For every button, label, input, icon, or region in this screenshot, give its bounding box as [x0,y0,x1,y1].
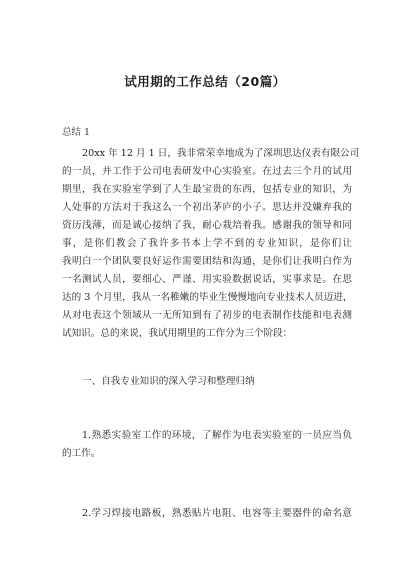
paragraph-line: 期里，我在实验室学到了人生最宝贵的东西，包括专业的知识，为 [62,184,352,195]
document-title: 试用期的工作总结（20篇） [124,74,286,89]
paragraph-line: 资历浅薄，而是诚心接纳了我，耐心栽培着我。感谢我的领导和同 [62,220,352,231]
list-item-line: 1.熟悉实验室工作的环境，了解作为电表实验室的一员应当负 [82,430,352,441]
paragraph-line: 达的 3 个月里，我从一名稚嫩的毕业生慢慢地向专业技术人员迈进， [62,292,353,303]
paragraph-line: 20xx 年 12 月 1 日，我非常荣幸地成为了深圳思达仪表有限公司 [82,148,360,159]
paragraph-line: 试知识。总的来说，我试用期里的工作分为三个阶段： [62,328,293,339]
list-item-line: 的工作。 [62,448,101,459]
paragraph-line: 的一员，并工作于公司电表研发中心实验室。在过去三个月的试用 [62,166,352,177]
list-item-line: 2.学习焊接电路板，熟悉贴片电阻、电容等主要器件的命名意 [82,508,352,519]
paragraph-line: 事，是你们教会了我许多书本上学不到的专业知识，是你们让 [62,238,352,249]
paragraph-line: 人处事的方法对于我这么一个初出茅庐的小子。思达并没嫌弃我的 [62,202,352,213]
section-heading: 一、自我专业知识的深入学习和整理归纳 [82,376,255,387]
section-label: 总结 1 [62,127,91,138]
paragraph-line: 我明白一个团队要良好运作需要团结和沟通，是你们让我明白作为 [62,256,352,267]
paragraph-line: 从对电表这个领域从一无所知到有了初步的电表制作技能和电表测 [62,310,352,321]
paragraph-line: 一名测试人员，要细心、严谨、用实验数据说话，实事求是。在思 [62,274,352,285]
